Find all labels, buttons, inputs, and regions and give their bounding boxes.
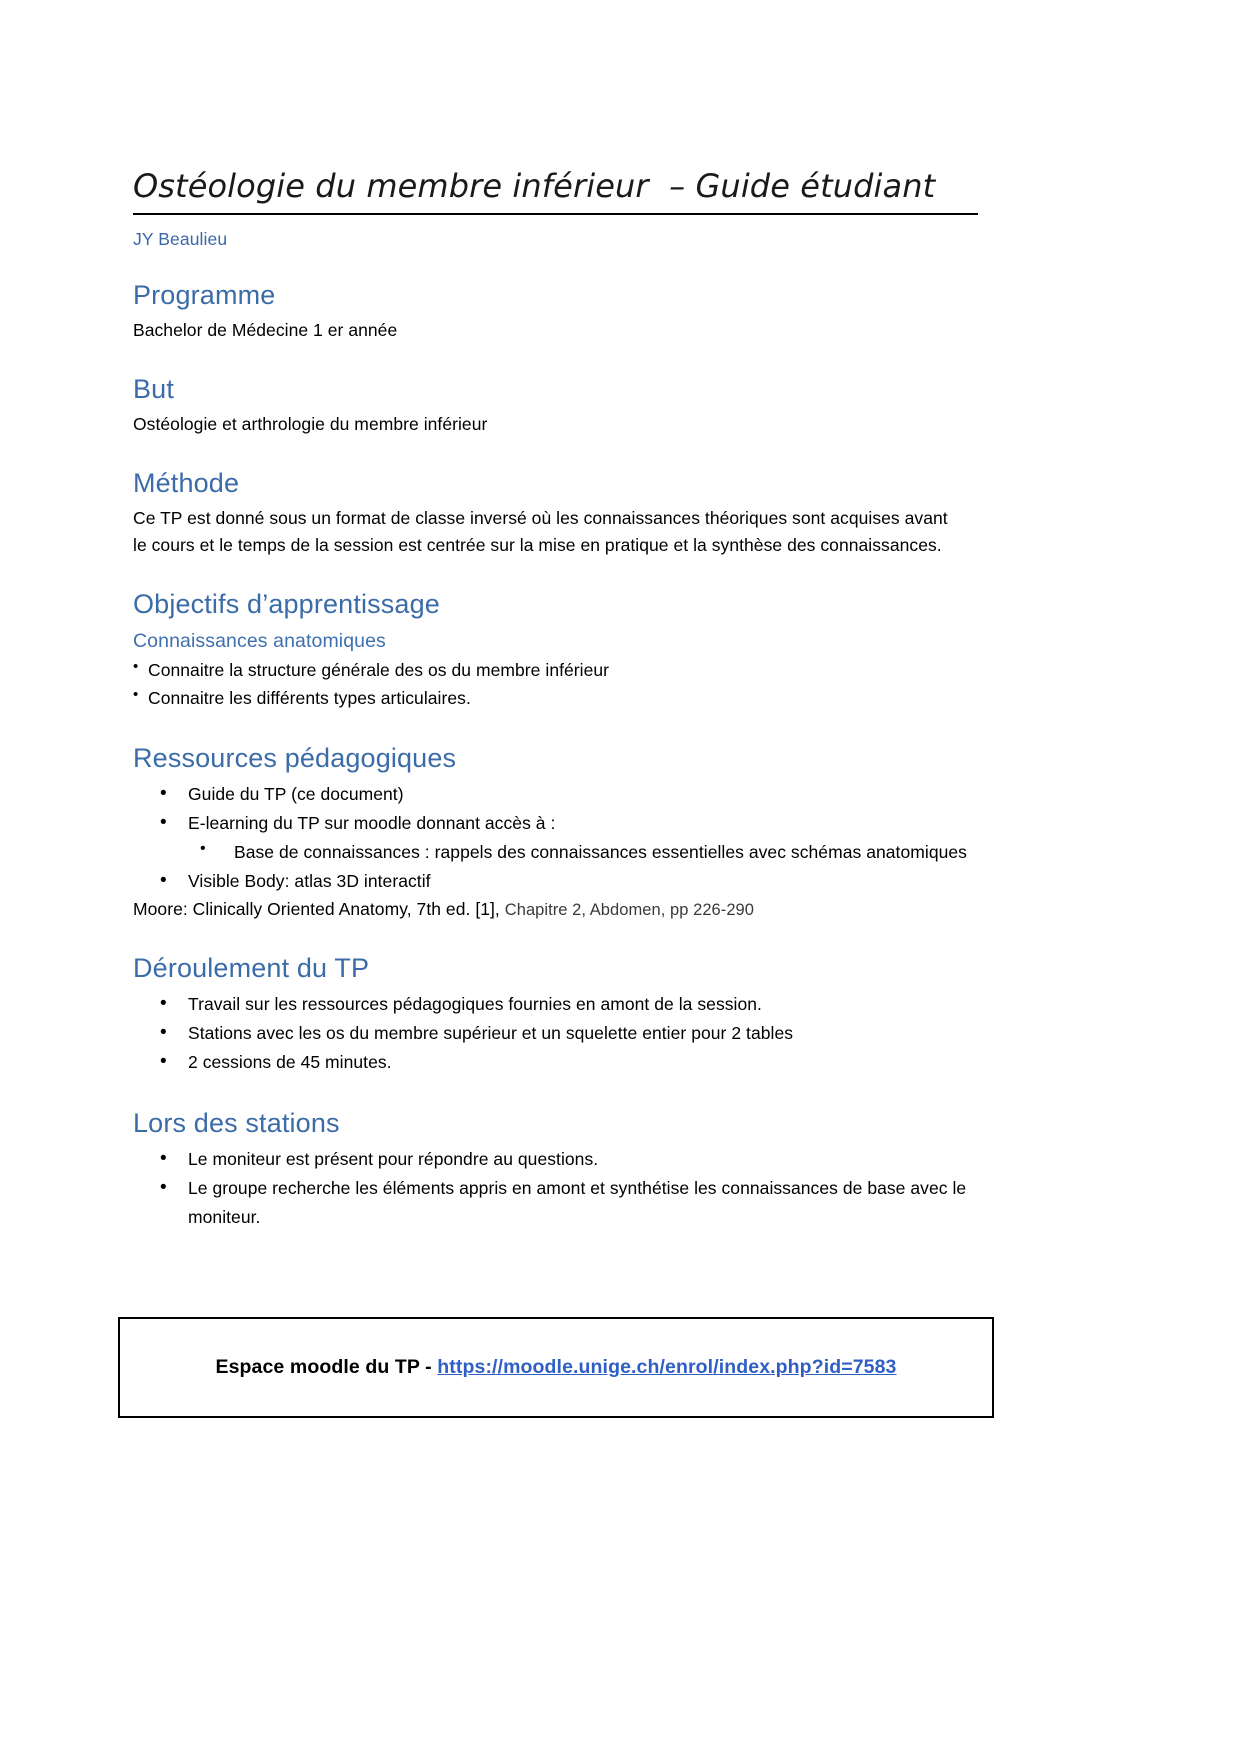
section-heading-deroulement: Déroulement du TP [133, 953, 370, 984]
list-item [133, 809, 978, 867]
ressources-list [133, 780, 978, 896]
objectifs-list [133, 656, 978, 713]
section-text-methode: Ce TP est donné sous un format de classe inversé où les connaissances théoriques sont acquises avant le cours et le temps de la session est centrée sur la mise en pratique et la synthèse des connaissances. [133, 508, 948, 556]
list-item: • Stations avec les os du membre supérieur et un squelette entier pour 2 tables [133, 1019, 978, 1048]
section-heading-methode: Méthode [133, 468, 240, 499]
list-item: • Visible Body: atlas 3D interactif [133, 867, 978, 896]
moodle-callout-line [215, 1356, 896, 1379]
section-text-but: Ostéologie et arthrologie du membre inférieur [133, 413, 488, 434]
citation-moore [133, 896, 978, 924]
section-text-programme: Bachelor de Médecine 1 er année [133, 319, 398, 340]
section-heading-objectifs: Objectifs d’apprentissage [133, 589, 440, 620]
list-item: • Base de connaissances : rappels des connaissances essentielles avec schémas anatomiques [188, 838, 978, 867]
document-author: JY Beaulieu [133, 228, 228, 249]
moodle-label: Espace moodle du TP - [215, 1356, 438, 1378]
list-item: • Connaitre la structure générale des os du membre inférieur [133, 656, 978, 684]
list-item: • Connaitre les différents types articulaires. [133, 684, 978, 712]
section-heading-ressources: Ressources pédagogiques [133, 742, 457, 773]
list-item: • Le groupe recherche les éléments appris en amont et synthétise les connaissances de base avec le moniteur. [133, 1174, 978, 1232]
stations-list [133, 1145, 978, 1232]
citation-main: Moore: Clinically Oriented Anatomy, 7th ed. [1], [133, 898, 500, 919]
list-item: • Travail sur les ressources pédagogiques fournies en amont de la session. [133, 990, 978, 1019]
page-title: Ostéologie du membre inférieur – Guide étudiant [133, 168, 978, 215]
section-heading-programme: Programme [133, 279, 276, 310]
section-heading-lors-des-stations: Lors des stations [133, 1107, 340, 1138]
deroulement-list [133, 990, 978, 1077]
moodle-callout-box [118, 1317, 994, 1418]
citation-detail: Chapitre 2, Abdomen, pp 226-290 [504, 900, 754, 919]
list-item-label: E-learning du TP sur moodle donnant accès à : [188, 812, 556, 833]
section-heading-but: But [133, 373, 174, 404]
document-body [133, 168, 978, 1232]
subsection-heading-connaissances-anatomiques: Connaissances anatomiques [133, 630, 386, 653]
list-item: • Le moniteur est présent pour répondre au questions. [133, 1145, 978, 1174]
list-item: • Guide du TP (ce document) [133, 780, 978, 809]
list-item: • 2 cessions de 45 minutes. [133, 1048, 978, 1077]
moodle-link[interactable]: https://moodle.unige.ch/enrol/index.php?id=7583 [437, 1356, 897, 1378]
ressources-sublist [188, 838, 978, 867]
